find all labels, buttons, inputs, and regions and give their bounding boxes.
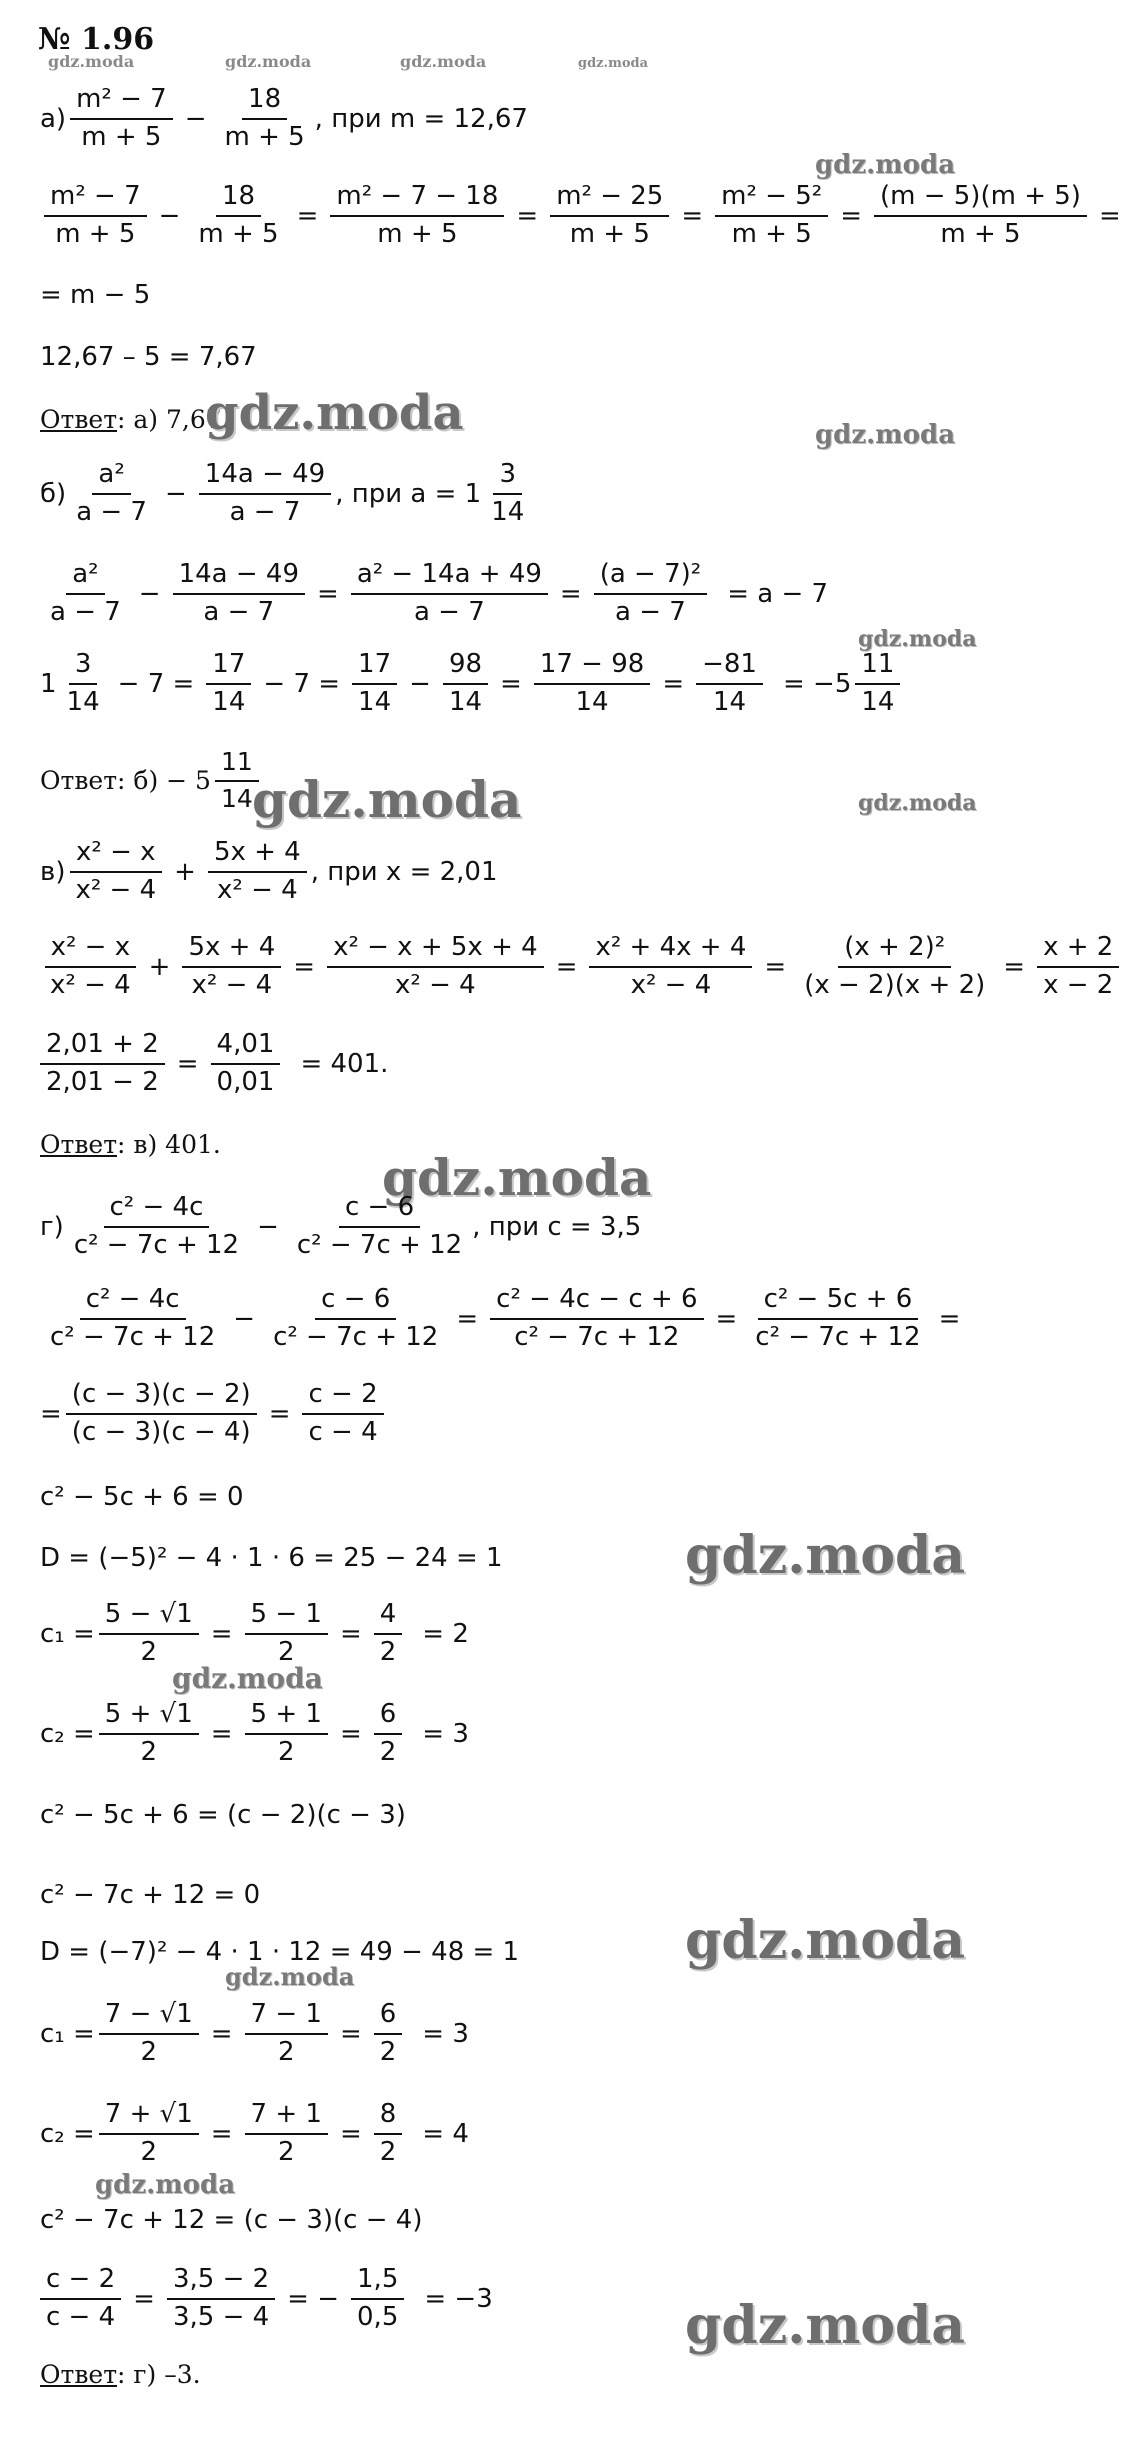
part-g-condition: г) $\frac{\text{c² − 4c}}{\text{c² − 7c + 12}}$ − $\frac{c - 6}{\text{c² − 7c + 12}}$ , при c = 3,5 <box>40 1192 642 1260</box>
part-a-condition: а) $\frac{\text{m² − 7}}{m + 5}$ − $\frac{18}{m + 5}$ , при m = 12,67 <box>40 84 528 152</box>
watermark: gdz.moda <box>858 626 977 652</box>
part-g-root3: c₁ = $\frac{7 - √1}{2}$ = $\frac{7 - 1}{2}$ = $\frac{6}{2}$ = 3 <box>40 1999 469 2067</box>
watermark: gdz.moda <box>815 420 956 450</box>
condition-tail: , при m = 12,67 <box>314 103 528 134</box>
part-b-condition: б) $\frac{\text{a²}}{a - 7}$ − $\frac{14a - 49}{a - 7}$ , при a = 1 $\frac{3}{14}$ <box>40 459 525 527</box>
part-g-solution: $\frac{\text{c² − 4c}}{\text{c² − 7c + 12}}$ − $\frac{c - 6}{\text{c² − 7c + 12}}$ = $\frac{\text{c² − 4c − c + 6}}{\text{c² − 7c + 12}}$ = $\frac{\text{c² − 5c + 6}}{\text{c² − 7c + 12}}$ = <box>50 1284 961 1352</box>
part-b-answer: Ответ: б) − 5 $\frac{11}{14}$ <box>40 748 263 814</box>
part-g-final: $\frac{c - 2}{c - 4}$ = $\frac{3,5 - 2}{3,5 - 4}$ = − $\frac{1,5}{0,5}$ = −3 <box>40 2265 493 2333</box>
part-g-eq1: c² − 5c + 6 = 0 <box>40 1482 244 1512</box>
watermark: gdz.moda <box>685 1525 966 1586</box>
part-v-solution: $\frac{\text{x² − x}}{\text{x² − 4}}$ + $\frac{5x + 4}{\text{x² − 4}}$ = $\frac{\text{x² − x + 5x + 4}}{\text{x² − 4}}$ = $\frac{\text{x² + 4x + 4}}{\text{x² − 4}}$ = $\frac{\text{(x + 2)²}}{(x - 2)(x + 2)}$ = $\frac{x + 2}{x - 2}$ <box>40 933 1123 1001</box>
part-g-eq2: c² − 7c + 12 = 0 <box>40 1880 261 1910</box>
watermark: gdz.moda <box>48 52 135 71</box>
part-g-fact1: c² − 5c + 6 = (c − 2)(c − 3) <box>40 1800 406 1830</box>
watermark: gdz.moda <box>578 56 649 71</box>
watermark: gdz.moda <box>858 790 977 816</box>
problem-number: № 1.96 <box>38 22 155 57</box>
part-g-answer: Ответ: г) –3. <box>40 2360 201 2389</box>
watermark: gdz.moda <box>685 2295 966 2356</box>
watermark: gdz.moda <box>382 1148 652 1207</box>
watermark: gdz.moda <box>225 52 312 71</box>
part-v-answer: Ответ: в) 401. <box>40 1130 221 1159</box>
watermark: gdz.moda <box>205 385 464 441</box>
fraction: $\frac{18}{m + 5}$ <box>224 84 305 152</box>
part-a-line2: = m − 5 <box>40 280 151 310</box>
part-b-solution: $\frac{\text{a²}}{a - 7}$ − $\frac{14a - 49}{a - 7}$ = $\frac{\text{a² − 14a + 49}}{a - 7}$ = $\frac{\text{(a − 7)²}}{a - 7}$ = a − 7 <box>50 559 829 627</box>
part-g-disc1: D = (−5)² − 4 · 1 · 6 = 25 − 24 = 1 <box>40 1543 503 1573</box>
part-label: а) <box>40 103 67 134</box>
watermark: gdz.moda <box>400 52 487 71</box>
part-g-fact2: c² − 7c + 12 = (c − 3)(c − 4) <box>40 2205 423 2235</box>
part-g-root4: c₂ = $\frac{7 + √1}{2}$ = $\frac{7 + 1}{2}$ = $\frac{8}{2}$ = 4 <box>40 2099 469 2167</box>
part-v-calc: $\frac{2,01 + 2}{2,01 - 2}$ = $\frac{4,01}{0,01}$ = 401. <box>40 1030 388 1098</box>
watermark: gdz.moda <box>225 1962 355 1991</box>
fraction: $\frac{\text{m² − 7}}{m + 5}$ <box>70 85 173 153</box>
part-v-condition: в) $\frac{\text{x² − x}}{\text{x² − 4}}$ + $\frac{5x + 4}{\text{x² − 4}}$ , при x = 2,01 <box>40 837 498 905</box>
part-a-line3: 12,67 – 5 = 7,67 <box>40 342 257 372</box>
part-g-root1: c₁ = $\frac{5 - √1}{2}$ = $\frac{5 - 1}{2}$ = $\frac{4}{2}$ = 2 <box>40 1599 469 1667</box>
part-g-disc2: D = (−7)² − 4 · 1 · 12 = 49 − 48 = 1 <box>40 1937 520 1967</box>
watermark: gdz.moda <box>172 1662 323 1695</box>
watermark: gdz.moda <box>685 1910 966 1971</box>
part-b-calc: 1 $\frac{3}{14}$ − 7 = $\frac{17}{14}$ − 7 = $\frac{17}{14}$ − $\frac{98}{14}$ = $\frac{17 - 98}{14}$ = $\frac{-81}{14}$ = −5 $\frac{11}{14}$ <box>40 650 904 718</box>
part-a-solution: $\frac{\text{m² − 7}}{m + 5}$ − $\frac{18}{m + 5}$ = $\frac{\text{m² − 7 − 18}}{m + 5}$ = $\frac{\text{m² − 25}}{m + 5}$ = $\frac{\text{m² − 5²}}{m + 5}$ = $\frac{(m - 5)(m + 5)}{m + 5}$ = <box>40 182 1129 250</box>
watermark: gdz.moda <box>95 2170 236 2200</box>
part-g-factored: = $\frac{(c - 3)(c - 2)}{(c - 3)(c - 4)}$ = $\frac{c - 2}{c - 4}$ <box>40 1380 388 1448</box>
part-a-answer: Ответ: а) 7,67. <box>40 405 230 434</box>
watermark: gdz.moda <box>252 770 522 829</box>
watermark: gdz.moda <box>815 150 956 180</box>
part-g-root2: c₂ = $\frac{5 + √1}{2}$ = $\frac{5 + 1}{2}$ = $\frac{6}{2}$ = 3 <box>40 1699 469 1767</box>
